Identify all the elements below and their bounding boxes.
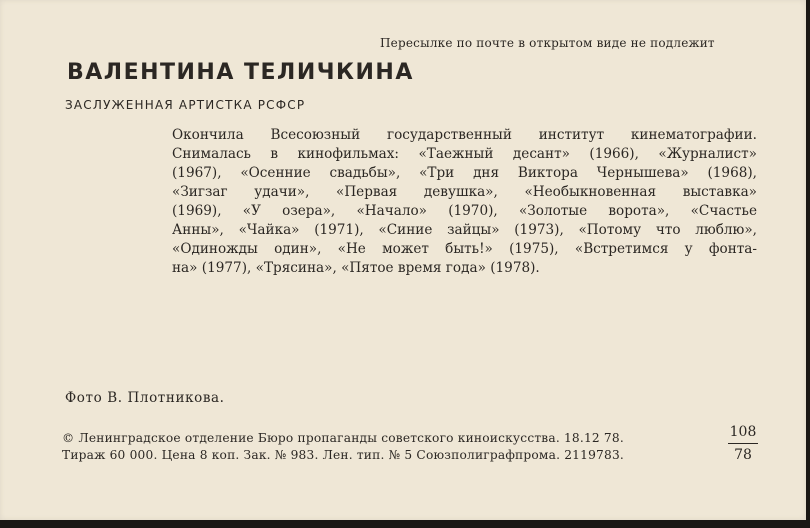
publisher-imprint xyxy=(62,430,624,464)
postal-notice: Пересылке по почте в открытом виде не подлежит xyxy=(380,36,715,50)
catalog-denominator: 78 xyxy=(734,447,752,463)
biography xyxy=(172,126,757,278)
bio-line: Окончила Всесоюзный государственный институт кинематографии. xyxy=(172,127,757,143)
catalog-number xyxy=(728,424,758,463)
photo-credit: Фото В. Плотникова. xyxy=(65,390,225,406)
bio-line: Снималась в кинофильмах: «Таежный десант» (1966), «Журналист» xyxy=(172,146,757,162)
honorary-title: ЗАСЛУЖЕННАЯ АРТИСТКА РСФСР xyxy=(65,98,306,112)
imprint-line: Тираж 60 000. Цена 8 коп. Зак. № 983. Лен. тип. № 5 Союзполиграфпрома. 2119783. xyxy=(62,448,624,462)
bio-line: «Зигзаг удачи», «Первая девушка», «Необыкновенная выставка» xyxy=(172,184,757,200)
imprint-line: © Ленинградское отделение Бюро пропаганды советского киноискусства. 18.12 78. xyxy=(62,431,624,445)
bio-line: на» (1977), «Трясина», «Пятое время года» (1978). xyxy=(172,260,540,276)
bio-line: «Одиножды один», «Не может быть!» (1975), «Встретимся у фонта- xyxy=(172,241,757,257)
bio-line: (1967), «Осенние свадьбы», «Три дня Виктора Чернышева» (1968), xyxy=(172,165,757,181)
bio-line: Анны», «Чайка» (1971), «Синие зайцы» (1973), «Потому что люблю», xyxy=(172,222,757,238)
bio-line: (1969), «У озера», «Начало» (1970), «Золотые ворота», «Счастье xyxy=(172,203,757,219)
fraction-bar xyxy=(728,443,758,444)
catalog-numerator: 108 xyxy=(729,424,757,440)
actress-name: ВАЛЕНТИНА ТЕЛИЧКИНА xyxy=(67,60,414,85)
